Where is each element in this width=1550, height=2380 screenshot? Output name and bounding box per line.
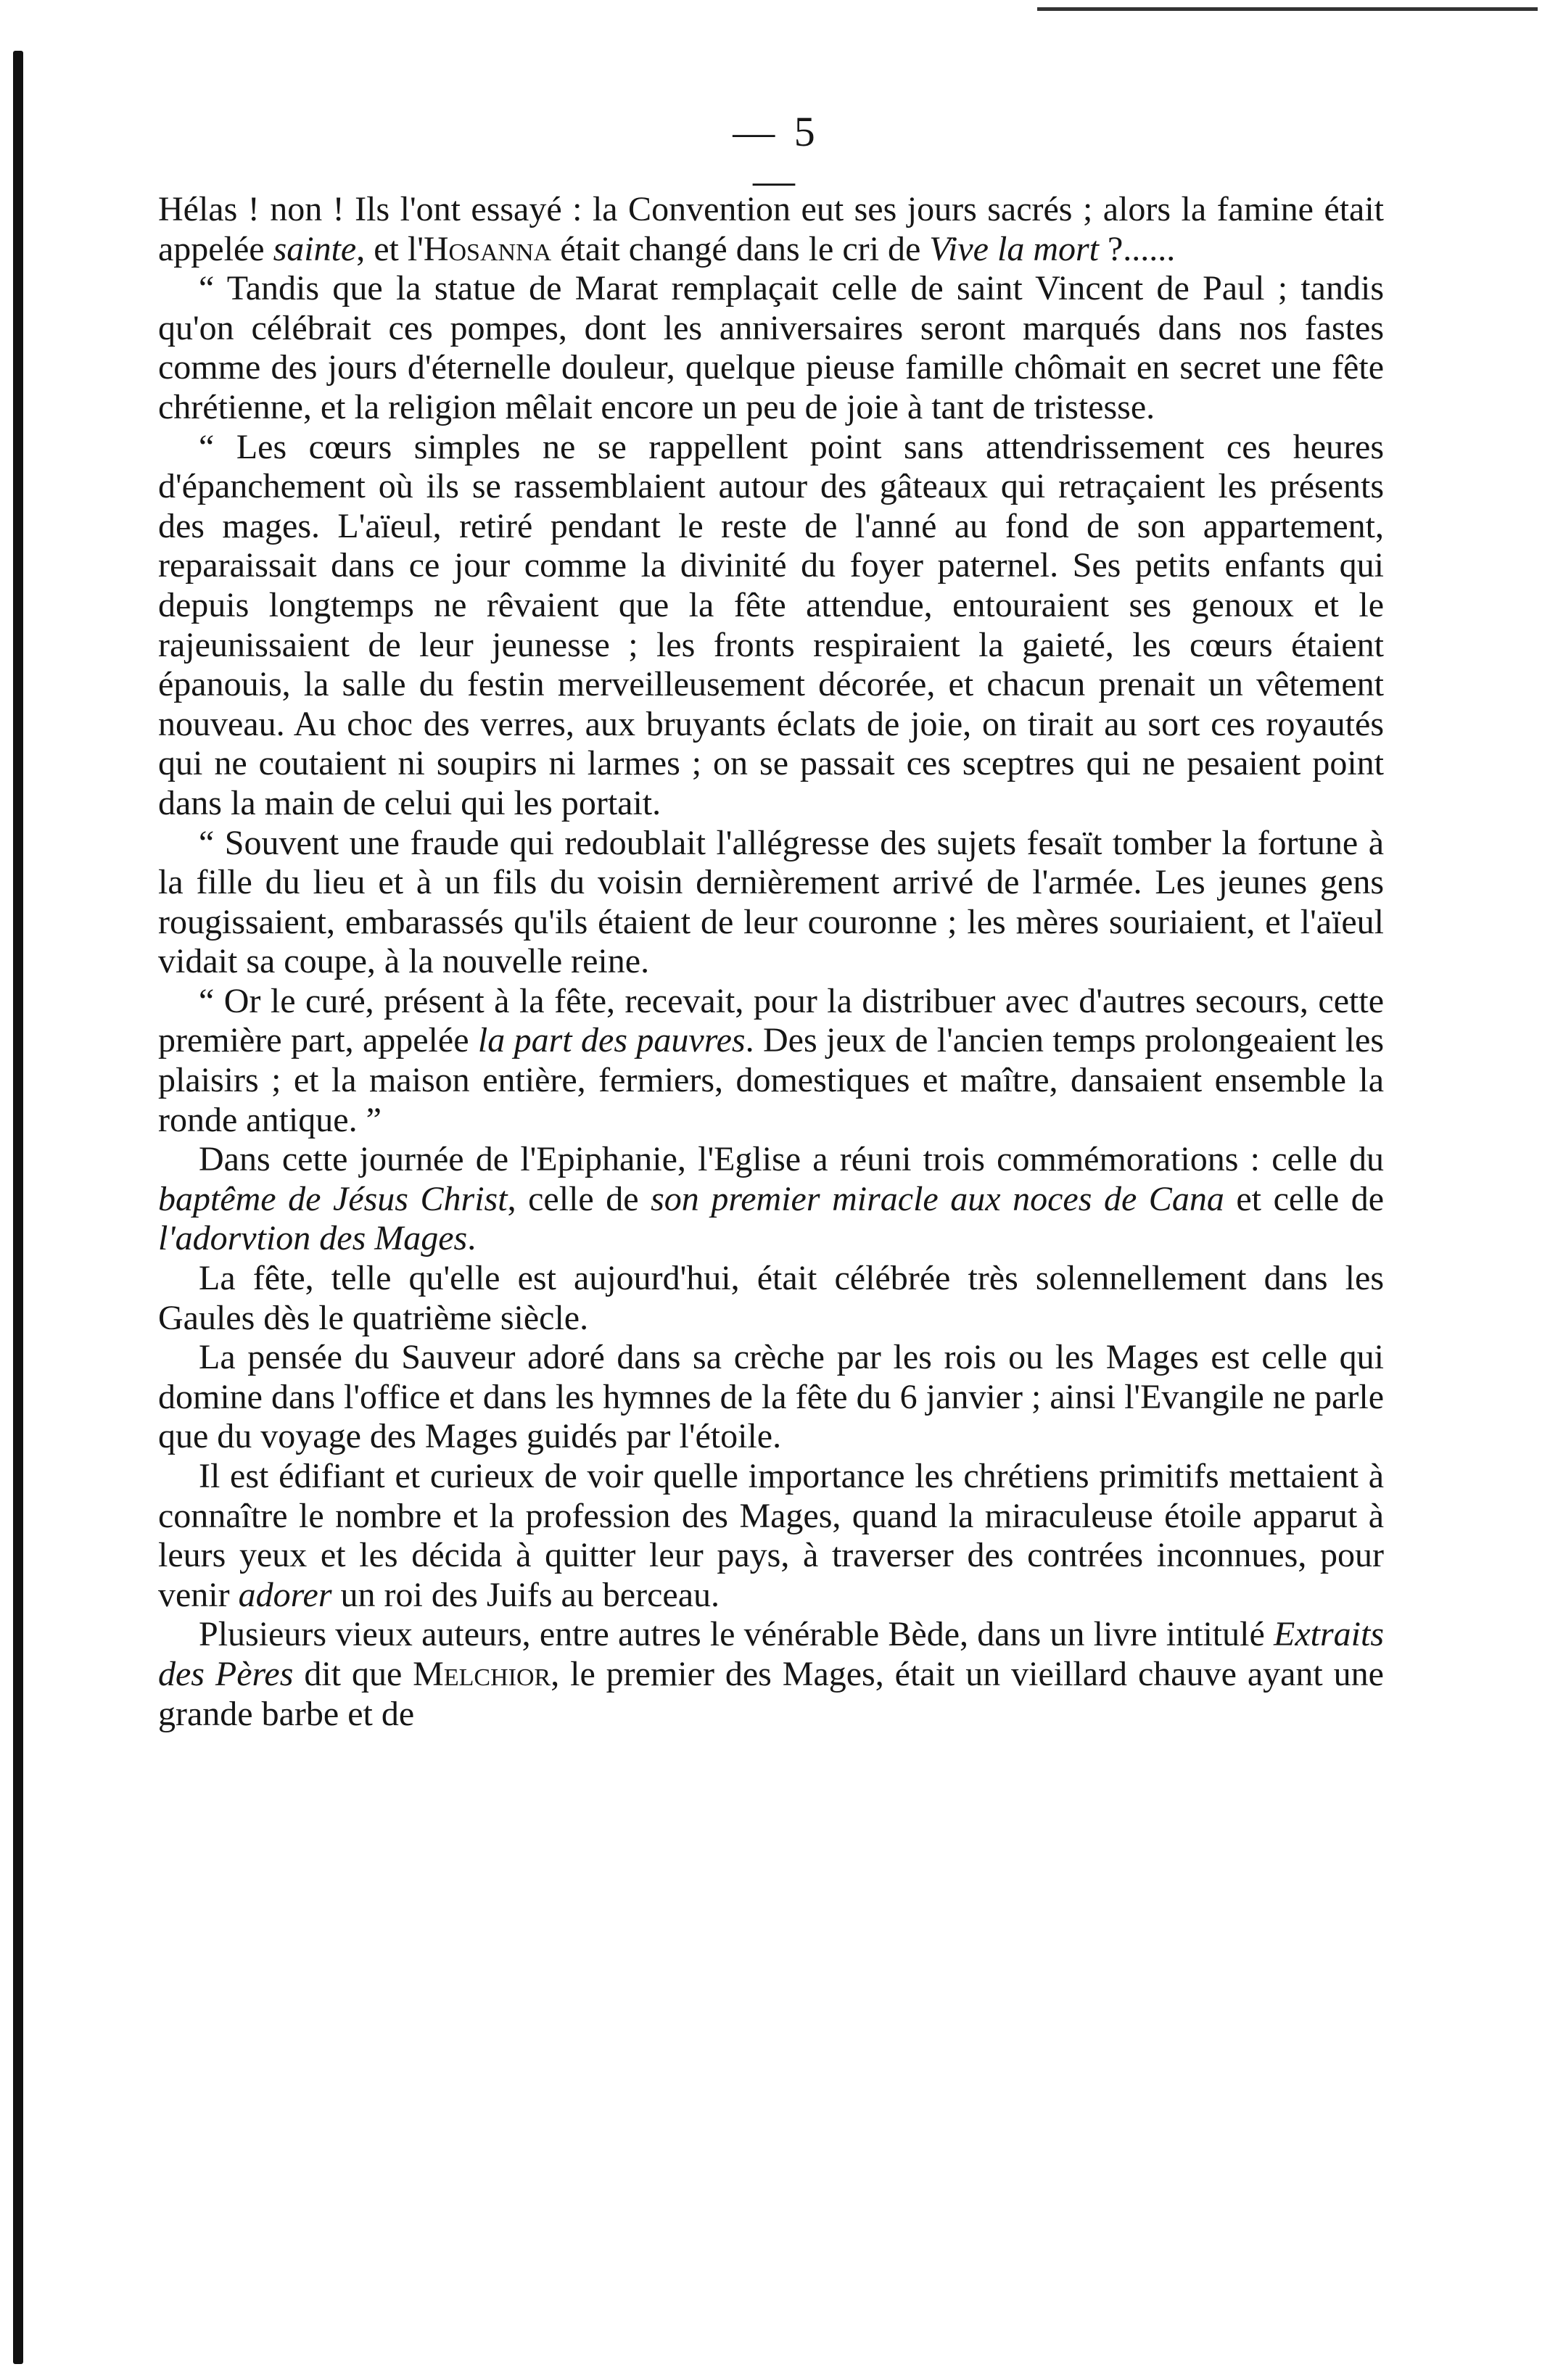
body-text (158, 190, 1384, 1734)
scan-border-top (1037, 7, 1538, 11)
scan-border-left (13, 51, 23, 2364)
paragraph-10: Plusieurs vieux auteurs, entre autres le vénérable Bède, dans un livre intitulé Extraits des Pères dit que Melchior, le premier des Mages, était un vieillard chauve ayant une grande barbe et de (158, 1615, 1384, 1733)
page-number: — 5 — (733, 108, 820, 204)
paragraph-3: “ Les cœurs simples ne se rappellent point sans attendrissement ces heures d'épanchement où ils se rassemblaient autour des gâteaux qui retraçaient les présents des mages. L'aïeul, retiré pendant le reste de l'anné au fond de son appartement, reparaissait dans ce jour comme la divinité du foyer paternel. Ses petits enfants qui depuis longtemps ne rêvaient que la fête attendue, entouraient ses genoux et le rajeunissaient de leur jeunesse ; les fronts respiraient la gaieté, les cœurs étaient épanouis, la salle du festin merveilleusement décorée, et chacun prenait un vêtement nouveau. Au choc des verres, aux bruyants éclats de joie, on tirait au sort ces royautés qui ne coutaient ni soupirs ni larmes ; on se passait ces sceptres qui ne pesaient point dans la main de celui qui les portait. (158, 427, 1384, 822)
paragraph-4: “ Souvent une fraude qui redoublait l'allégresse des sujets fesaït tomber la fortune à la fille du lieu et à un fils du voisin dernièrement arrivé de l'armée. Les jeunes gens rougissaient, embarassés qu'ils étaient de leur couronne ; les mères souriaient, et l'aïeul vidait sa coupe, à la nouvelle reine. (158, 823, 1384, 981)
paragraph-7: La fête, telle qu'elle est aujourd'hui, était célébrée très solennellement dans les Gaules dès le quatrième siècle. (158, 1259, 1384, 1337)
paragraph-2: “ Tandis que la statue de Marat remplaçait celle de saint Vincent de Paul ; tandis qu'on célébrait ces pompes, dont les anniversaires seront marqués dans nos fastes comme des jours d'éternelle douleur, quelque pieuse famille chômait en secret une fête chrétienne, et la religion mêlait encore un peu de joie à tant de tristesse. (158, 269, 1384, 426)
paragraph-6: Dans cette journée de l'Epiphanie, l'Eglise a réuni trois commémorations : celle du baptême de Jésus Christ, celle de son premier miracle aux noces de Cana et celle de l'adorvtion des Mages. (158, 1140, 1385, 1258)
paragraph-5: “ Or le curé, présent à la fête, recevait, pour la distribuer avec d'autres secours, cette première part, appelée la part des pauvres. Des jeux de l'ancien temps prolongeaient les plaisirs ; et la maison entière, fermiers, domestiques et maître, dansaient ensemble la ronde antique. ” (158, 981, 1385, 1139)
paragraph-8: La pensée du Sauveur adoré dans sa crèche par les rois ou les Mages est celle qui domine dans l'office et dans les hymnes de la fête du 6 janvier ; ainsi l'Evangile ne parle que du voyage des Mages guidés par l'étoile. (158, 1338, 1384, 1456)
paragraph-9: Il est édifiant et curieux de voir quelle importance les chrétiens primitifs mettaient à connaître le nombre et la profession des Mages, quand la miraculeuse étoile apparut à leurs yeux et les décida à quitter leur pays, à traverser des contrées inconnues, pour venir adorer un roi des Juifs au berceau. (158, 1457, 1384, 1614)
paragraph-1: Hélas ! non ! Ils l'ont essayé : la Convention eut ses jours sacrés ; alors la famine était appelée sainte, et l'Hosanna était changé dans le cri de Vive la mort ?...... (158, 190, 1384, 268)
